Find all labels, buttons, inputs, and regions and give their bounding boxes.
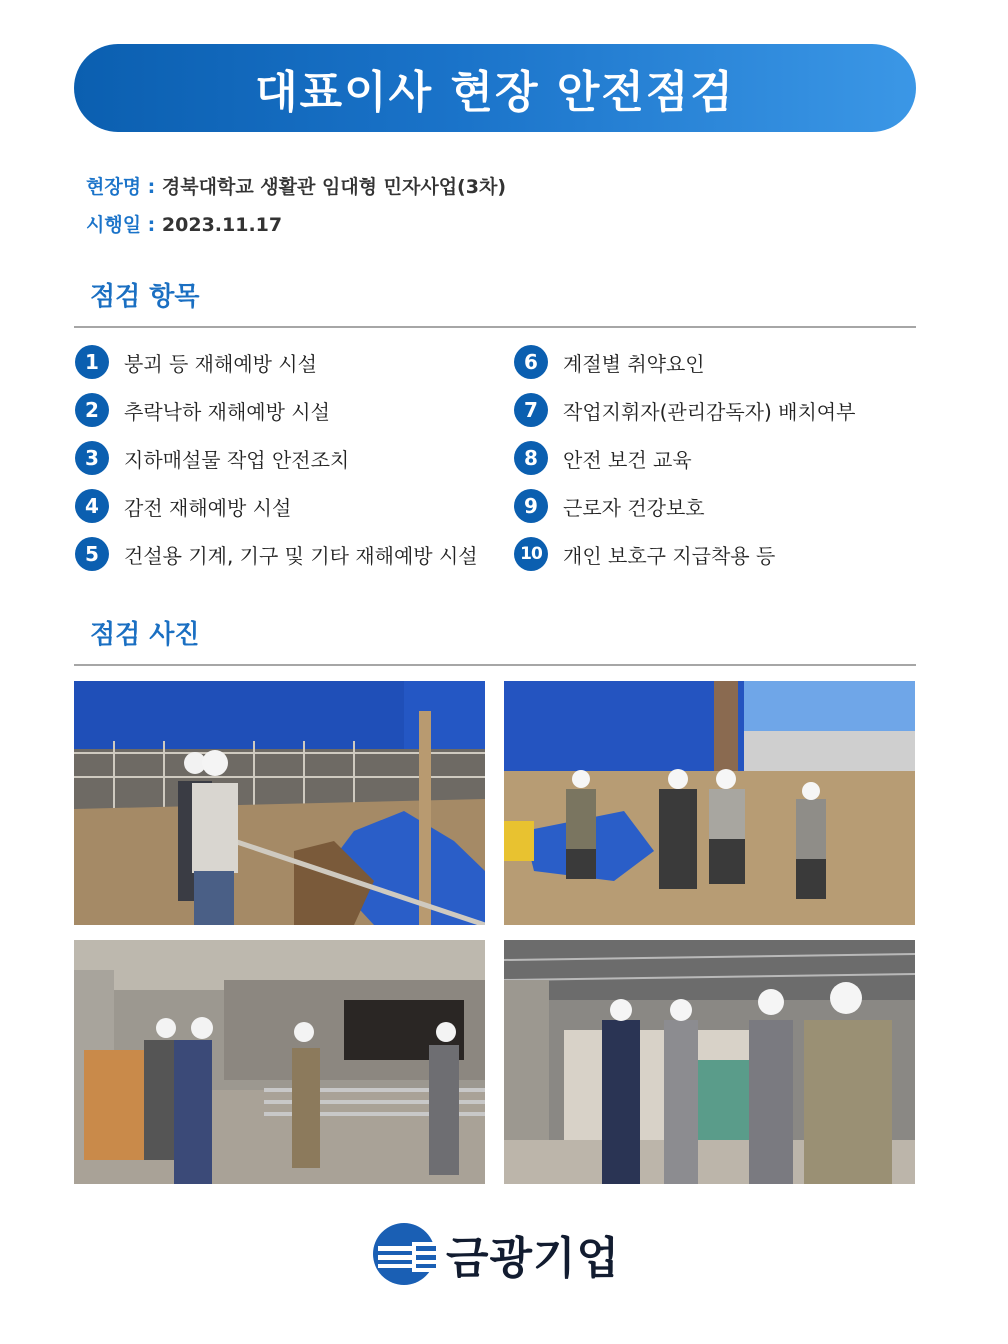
inspection-item-label: 계절별 취약요인	[563, 351, 705, 376]
inspection-item-9	[514, 488, 705, 524]
item-number-badge: 7	[514, 393, 548, 427]
inspection-item-label: 개인 보호구 지급착용 등	[563, 543, 776, 568]
inspection-item-4	[75, 488, 291, 524]
site-photo-1	[74, 681, 485, 925]
inspection-item-label: 근로자 건강보호	[563, 495, 705, 520]
item-number-badge: 2	[75, 393, 109, 427]
inspection-item-10	[514, 536, 775, 572]
item-number-badge: 3	[75, 441, 109, 475]
divider	[74, 664, 916, 666]
inspection-item-label: 붕괴 등 재해예방 시설	[124, 351, 317, 376]
inspection-item-8	[514, 440, 692, 476]
site-name-label: 현장명 :	[86, 176, 156, 198]
site-photo-4	[504, 940, 915, 1184]
inspection-item-label: 지하매설물 작업 안전조치	[124, 447, 350, 472]
inspection-item-6	[514, 344, 705, 380]
company-emblem-icon	[372, 1222, 436, 1286]
site-name-value: 경북대학교 생활관 임대형 민자사업(3차)	[161, 176, 507, 198]
inspection-item-label: 작업지휘자(관리감독자) 배치여부	[563, 399, 856, 424]
inspection-item-label: 건설용 기계, 기구 및 기타 재해예방 시설	[124, 543, 478, 568]
inspection-item-label: 감전 재해예방 시설	[124, 495, 292, 520]
page-title: 대표이사 현장 안전점검	[255, 67, 735, 118]
item-number-badge: 1	[75, 345, 109, 379]
inspection-item-label: 추락낙하 재해예방 시설	[124, 399, 330, 424]
inspection-item-label: 안전 보건 교육	[563, 447, 692, 472]
inspection-item-1	[75, 344, 317, 380]
date-value: 2023.11.17	[161, 214, 283, 236]
inspection-item-3	[75, 440, 349, 476]
divider	[74, 326, 916, 328]
site-name-row	[86, 172, 506, 199]
item-number-badge: 5	[75, 537, 109, 571]
item-number-badge: 10	[514, 537, 548, 571]
item-number-badge: 9	[514, 489, 548, 523]
site-photo-2	[504, 681, 915, 925]
item-number-badge: 8	[514, 441, 548, 475]
date-label: 시행일 :	[86, 214, 156, 236]
inspection-item-2	[75, 392, 330, 428]
item-number-badge: 4	[75, 489, 109, 523]
company-logo	[372, 1222, 620, 1286]
site-photo-3	[74, 940, 485, 1184]
inspection-photos-heading: 점검 사진	[90, 620, 200, 650]
inspection-items-heading: 점검 항목	[90, 282, 200, 312]
inspection-item-5	[75, 536, 478, 572]
title-banner	[74, 44, 916, 132]
inspection-item-7	[514, 392, 855, 428]
date-row	[86, 210, 282, 237]
company-name: 금광기업	[446, 1233, 621, 1284]
item-number-badge: 6	[514, 345, 548, 379]
